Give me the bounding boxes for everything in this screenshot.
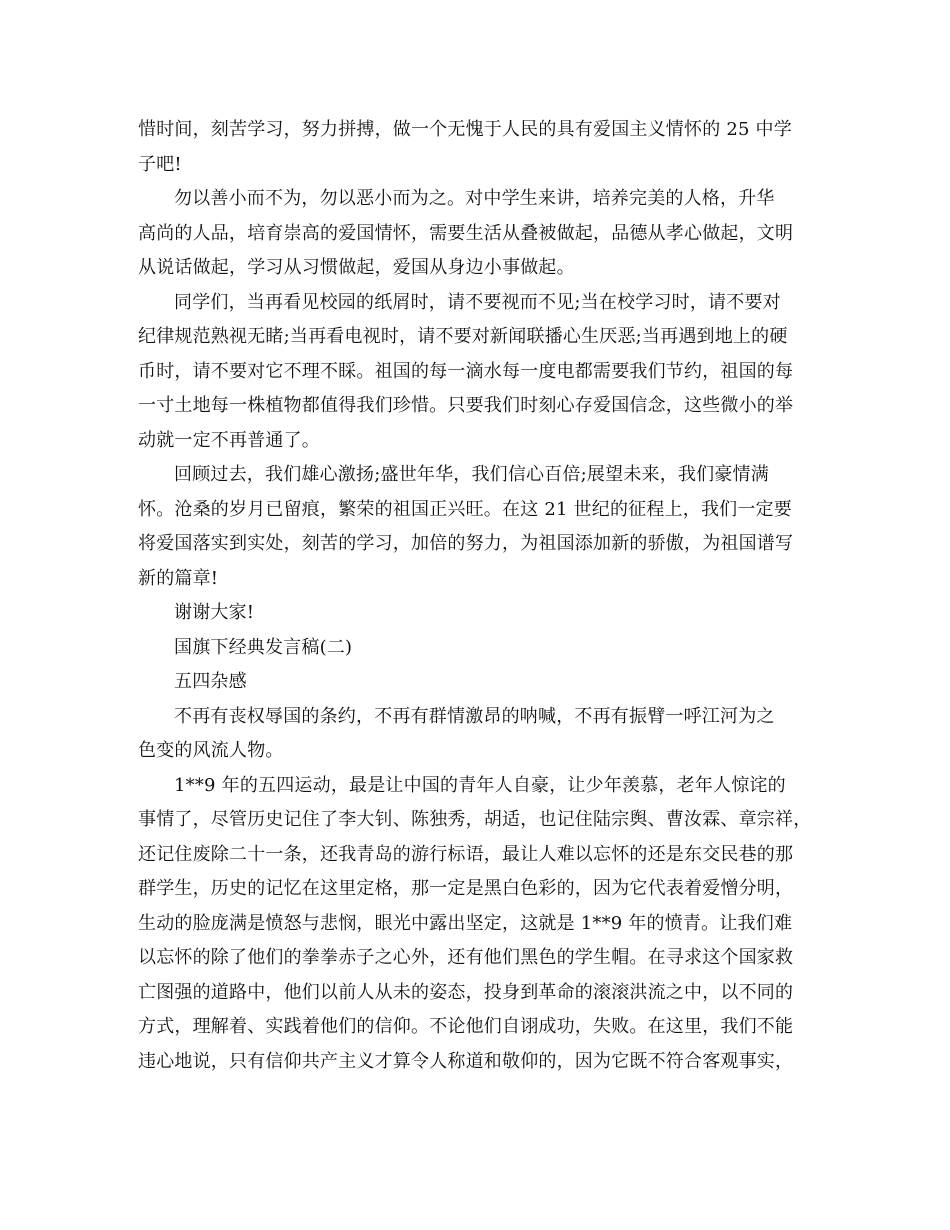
text-line: 动就一定不再普通了。 [138, 429, 320, 451]
text-line: 怀。沧桑的岁月已留痕，繁荣的祖国正兴旺。在这 21 世纪的征程上，我们一定要 [138, 498, 792, 520]
text-line: 事情了，尽管历史记住了李大钊、陈独秀，胡适，也记住陆宗舆、曹汝霖、章宗祥， [138, 809, 812, 830]
text-line: 从说话做起，学习从习惯做起，爱国从身边小事做起。 [138, 257, 575, 278]
text-line: 谢谢大家! [174, 602, 255, 623]
text-line: 1**9 年的五四运动，最是让中国的青年人自豪，让少年羡慕，老年人惊诧的 [174, 774, 786, 796]
text-line: 群学生，历史的记忆在这里定格，那一定是黑白色彩的，因为它代表着爱憎分明， [138, 878, 794, 899]
text-line: 纪律规范熟视无睹;当再看电视时，请不要对新闻联播心生厌恶;当再遇到地上的硬 [138, 326, 788, 347]
text-line: 色变的风流人物。 [138, 740, 284, 761]
text-line: 高尚的人品，培育崇高的爱国情怀，需要生活从叠被做起，品德从孝心做起，文明 [138, 222, 794, 244]
text-line: 还记住废除二十一条，还我青岛的游行标语，最让人难以忘怀的还是东交民巷的那 [138, 843, 794, 865]
document-body [138, 113, 828, 1079]
text-line: 亡图强的道路中，他们以前人从未的姿态，投身到革命的滚滚洪流之中，以不同的 [138, 981, 794, 1003]
text-line: 不再有丧权辱国的条约，不再有群情激昂的呐喊，不再有振臂一呼江河为之 [174, 705, 775, 727]
text-line: 新的篇章! [138, 567, 219, 589]
text-line: 勿以善小而不为，勿以恶小而为之。对中学生来讲，培养完美的人格，升华 [174, 188, 775, 209]
text-line: 子吧! [138, 153, 182, 175]
text-line: 一寸土地每一株植物都值得我们珍惜。只要我们时刻心存爱国信念，这些微小的举 [138, 395, 794, 416]
text-line: 惜时间，刻苦学习，努力拼搏，做一个无愧于人民的具有爱国主义情怀的 25 中学 [138, 119, 792, 140]
text-line: 将爱国落实到实处，刻苦的学习，加倍的努力，为祖国添加新的骄傲，为祖国谱写 [138, 533, 794, 554]
text-line: 违心地说，只有信仰共产主义才算令人称道和敬仰的，因为它既不符合客观事实， [138, 1050, 794, 1072]
text-line: 同学们，当再看见校园的纸屑时，请不要视而不见;当在校学习时，请不要对 [174, 291, 781, 313]
text-line: 以忘怀的除了他们的拳拳赤子之心外，还有他们黑色的学生帽。在寻求这个国家救 [138, 947, 794, 968]
text-line: 方式，理解着、实践着他们的信仰。不论他们自诩成功，失败。在这里，我们不能 [138, 1016, 794, 1037]
text-line: 五四杂感 [174, 671, 247, 692]
text-line: 币时，请不要对它不理不睬。祖国的每一滴水每一度电都需要我们节约，祖国的每 [138, 360, 794, 382]
text-line: 生动的脸庞满是愤怒与悲悯，眼光中露出坚定，这就是 1**9 年的愤青。让我们难 [138, 912, 793, 934]
text-line: 国旗下经典发言稿(二) [174, 636, 353, 658]
text-line: 回顾过去，我们雄心激扬;盛世年华，我们信心百倍;展望未来，我们豪情满 [174, 464, 769, 485]
